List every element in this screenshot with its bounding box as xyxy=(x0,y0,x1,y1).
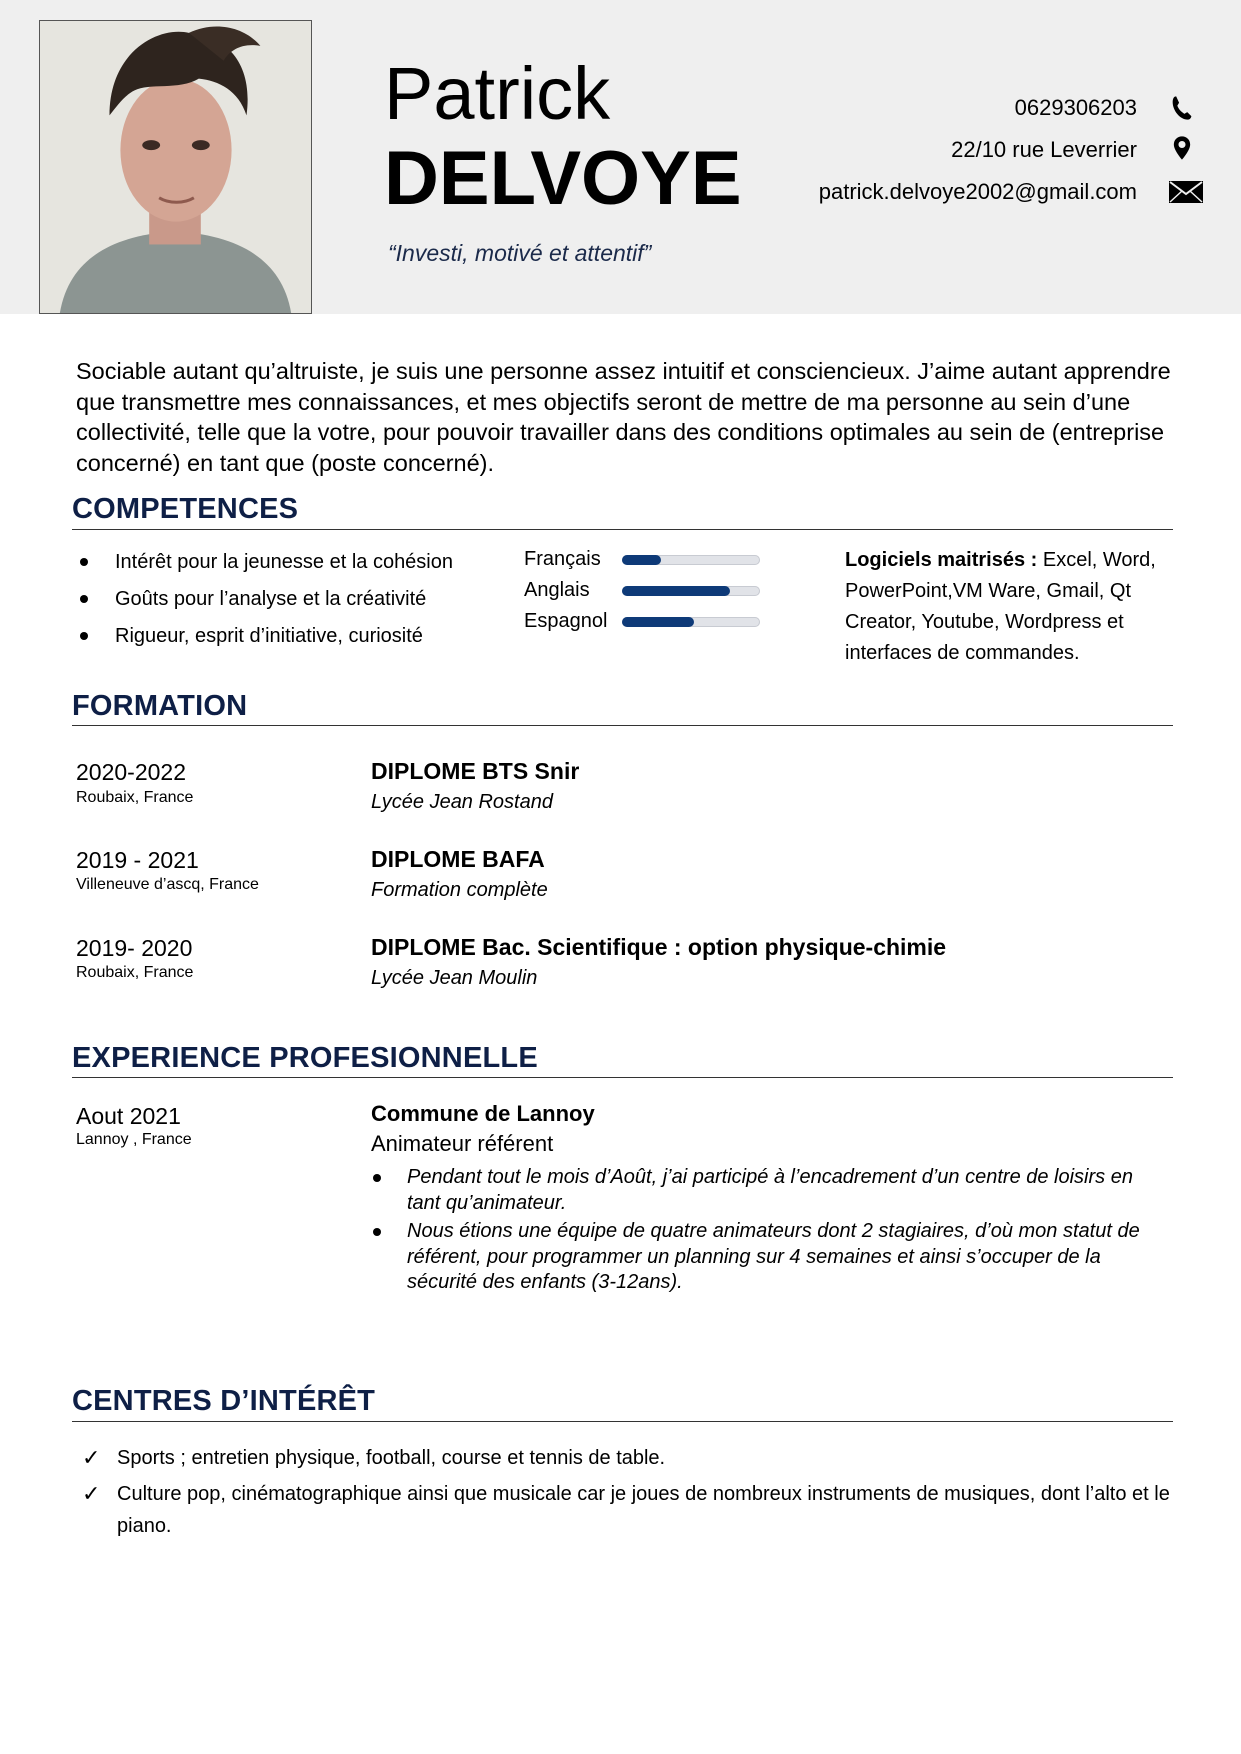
formation-dates: 2019 - 2021 xyxy=(76,847,199,873)
list-item xyxy=(371,1165,1171,1216)
formation-dates: 2020-2022 xyxy=(76,759,186,785)
profile-summary: Sociable autant qu’altruiste, je suis une personne assez intuitif et consciencieux. J’aime autant apprendre que transmettre mes connaissances, et mes objectifs seront de mettre de ma personne au sein d’une collectivité, telle que la votre, pour pouvoir travailler dans des conditions optimales au sein de (entreprise concerné) en tant que (poste concerné). xyxy=(76,358,1171,476)
list-item xyxy=(80,622,453,659)
interests-list xyxy=(82,1442,1182,1546)
skill-text: Rigueur, esprit d’initiative, curiosité xyxy=(115,625,423,647)
skills-list xyxy=(80,548,453,659)
section-title-experience: EXPERIENCE PROFESIONNELLE xyxy=(72,1042,538,1074)
section-divider xyxy=(72,725,1173,726)
language-row xyxy=(524,576,764,604)
location-pin-icon xyxy=(1168,134,1196,162)
interest-text: Sports ; entretien physique, football, course et tennis de table. xyxy=(117,1447,666,1469)
language-row xyxy=(524,607,764,635)
last-name: DELVOYE xyxy=(384,136,742,221)
language-row xyxy=(524,545,764,573)
bullet-icon xyxy=(80,632,88,640)
bullet-icon xyxy=(80,595,88,603)
software-list: Excel, Word, PowerPoint,VM Ware, Gmail, Qt Creator, Youtube, Wordpress et interfaces de commandes. xyxy=(845,549,1156,664)
software-label: Logiciels maitrisés : xyxy=(845,549,1038,571)
formation-place: Roubaix, France xyxy=(76,964,194,981)
formation-school: Lycée Jean Rostand xyxy=(371,791,553,813)
language-name: Espagnol xyxy=(524,610,608,632)
phone-number: 0629306203 xyxy=(1014,95,1137,120)
checkmark-icon: ✓ xyxy=(82,1445,101,1470)
experience-date: Aout 2021 xyxy=(76,1103,181,1129)
first-name: Patrick xyxy=(384,52,611,135)
skill-text: Intérêt pour la jeunesse et la cohésion xyxy=(115,551,453,573)
language-level-fill xyxy=(622,555,661,565)
language-level-bar xyxy=(622,617,760,627)
formation-diploma: DIPLOME Bac. Scientifique : option physique-chimie xyxy=(371,934,947,960)
formation-school: Formation complète xyxy=(371,879,548,901)
section-divider xyxy=(72,1077,1173,1078)
formation-diploma: DIPLOME BAFA xyxy=(371,846,545,872)
section-divider xyxy=(72,1421,1173,1422)
language-level-fill xyxy=(622,617,694,627)
experience-place: Lannoy , France xyxy=(76,1131,192,1148)
email-link[interactable]: patrick.delvoye2002@gmail.com xyxy=(818,179,1137,204)
formation-school: Lycée Jean Moulin xyxy=(371,967,538,989)
section-divider xyxy=(72,529,1173,530)
language-level-bar xyxy=(622,555,760,565)
list-item xyxy=(82,1442,1182,1474)
software-skills xyxy=(845,545,1180,669)
checkmark-icon: ✓ xyxy=(82,1481,101,1506)
experience-employer: Commune de Lannoy xyxy=(371,1101,595,1126)
experience-bullets xyxy=(371,1165,1171,1299)
list-item xyxy=(80,585,453,622)
profile-photo xyxy=(39,20,312,314)
section-title-interests: CENTRES D’INTÉRÊT xyxy=(72,1385,376,1417)
experience-bullet-text: Nous étions une équipe de quatre animateurs dont 2 stagiaires, d’où mon statut de référent, pour programmer un planning sur 4 semaines et ainsi s’occuper de la sécurité des enfants (3-12ans). xyxy=(407,1220,1140,1293)
bullet-icon xyxy=(373,1174,381,1182)
formation-diploma: DIPLOME BTS Snir xyxy=(371,758,580,784)
bullet-icon xyxy=(373,1228,381,1236)
formation-place: Roubaix, France xyxy=(76,789,194,806)
language-level-fill xyxy=(622,586,730,596)
address: 22/10 rue Leverrier xyxy=(951,137,1137,162)
section-title-competences: COMPETENCES xyxy=(72,493,299,525)
formation-place: Villeneuve d’ascq, France xyxy=(76,876,259,893)
list-item xyxy=(82,1478,1182,1542)
list-item xyxy=(371,1219,1171,1296)
experience-bullet-text: Pendant tout le mois d’Août, j’ai participé à l’encadrement d’un centre de loisirs en tant qu’animateur. xyxy=(407,1166,1133,1214)
skill-text: Goûts pour l’analyse et la créativité xyxy=(115,588,427,610)
formation-dates: 2019- 2020 xyxy=(76,935,193,961)
section-title-formation: FORMATION xyxy=(72,690,248,722)
list-item xyxy=(80,548,453,585)
experience-role: Animateur référent xyxy=(371,1131,554,1156)
mail-icon xyxy=(1168,180,1204,208)
interest-text: Culture pop, cinématographique ainsi que musicale car je joues de nombreux instruments de musiques, dont l’alto et le piano. xyxy=(117,1483,1170,1537)
portrait-illustration xyxy=(40,21,311,313)
language-name: Français xyxy=(524,548,601,570)
language-level-bar xyxy=(622,586,760,596)
language-name: Anglais xyxy=(524,579,590,601)
phone-icon xyxy=(1168,94,1196,122)
bullet-icon xyxy=(80,558,88,566)
tagline: “Investi, motivé et attentif” xyxy=(388,240,652,266)
